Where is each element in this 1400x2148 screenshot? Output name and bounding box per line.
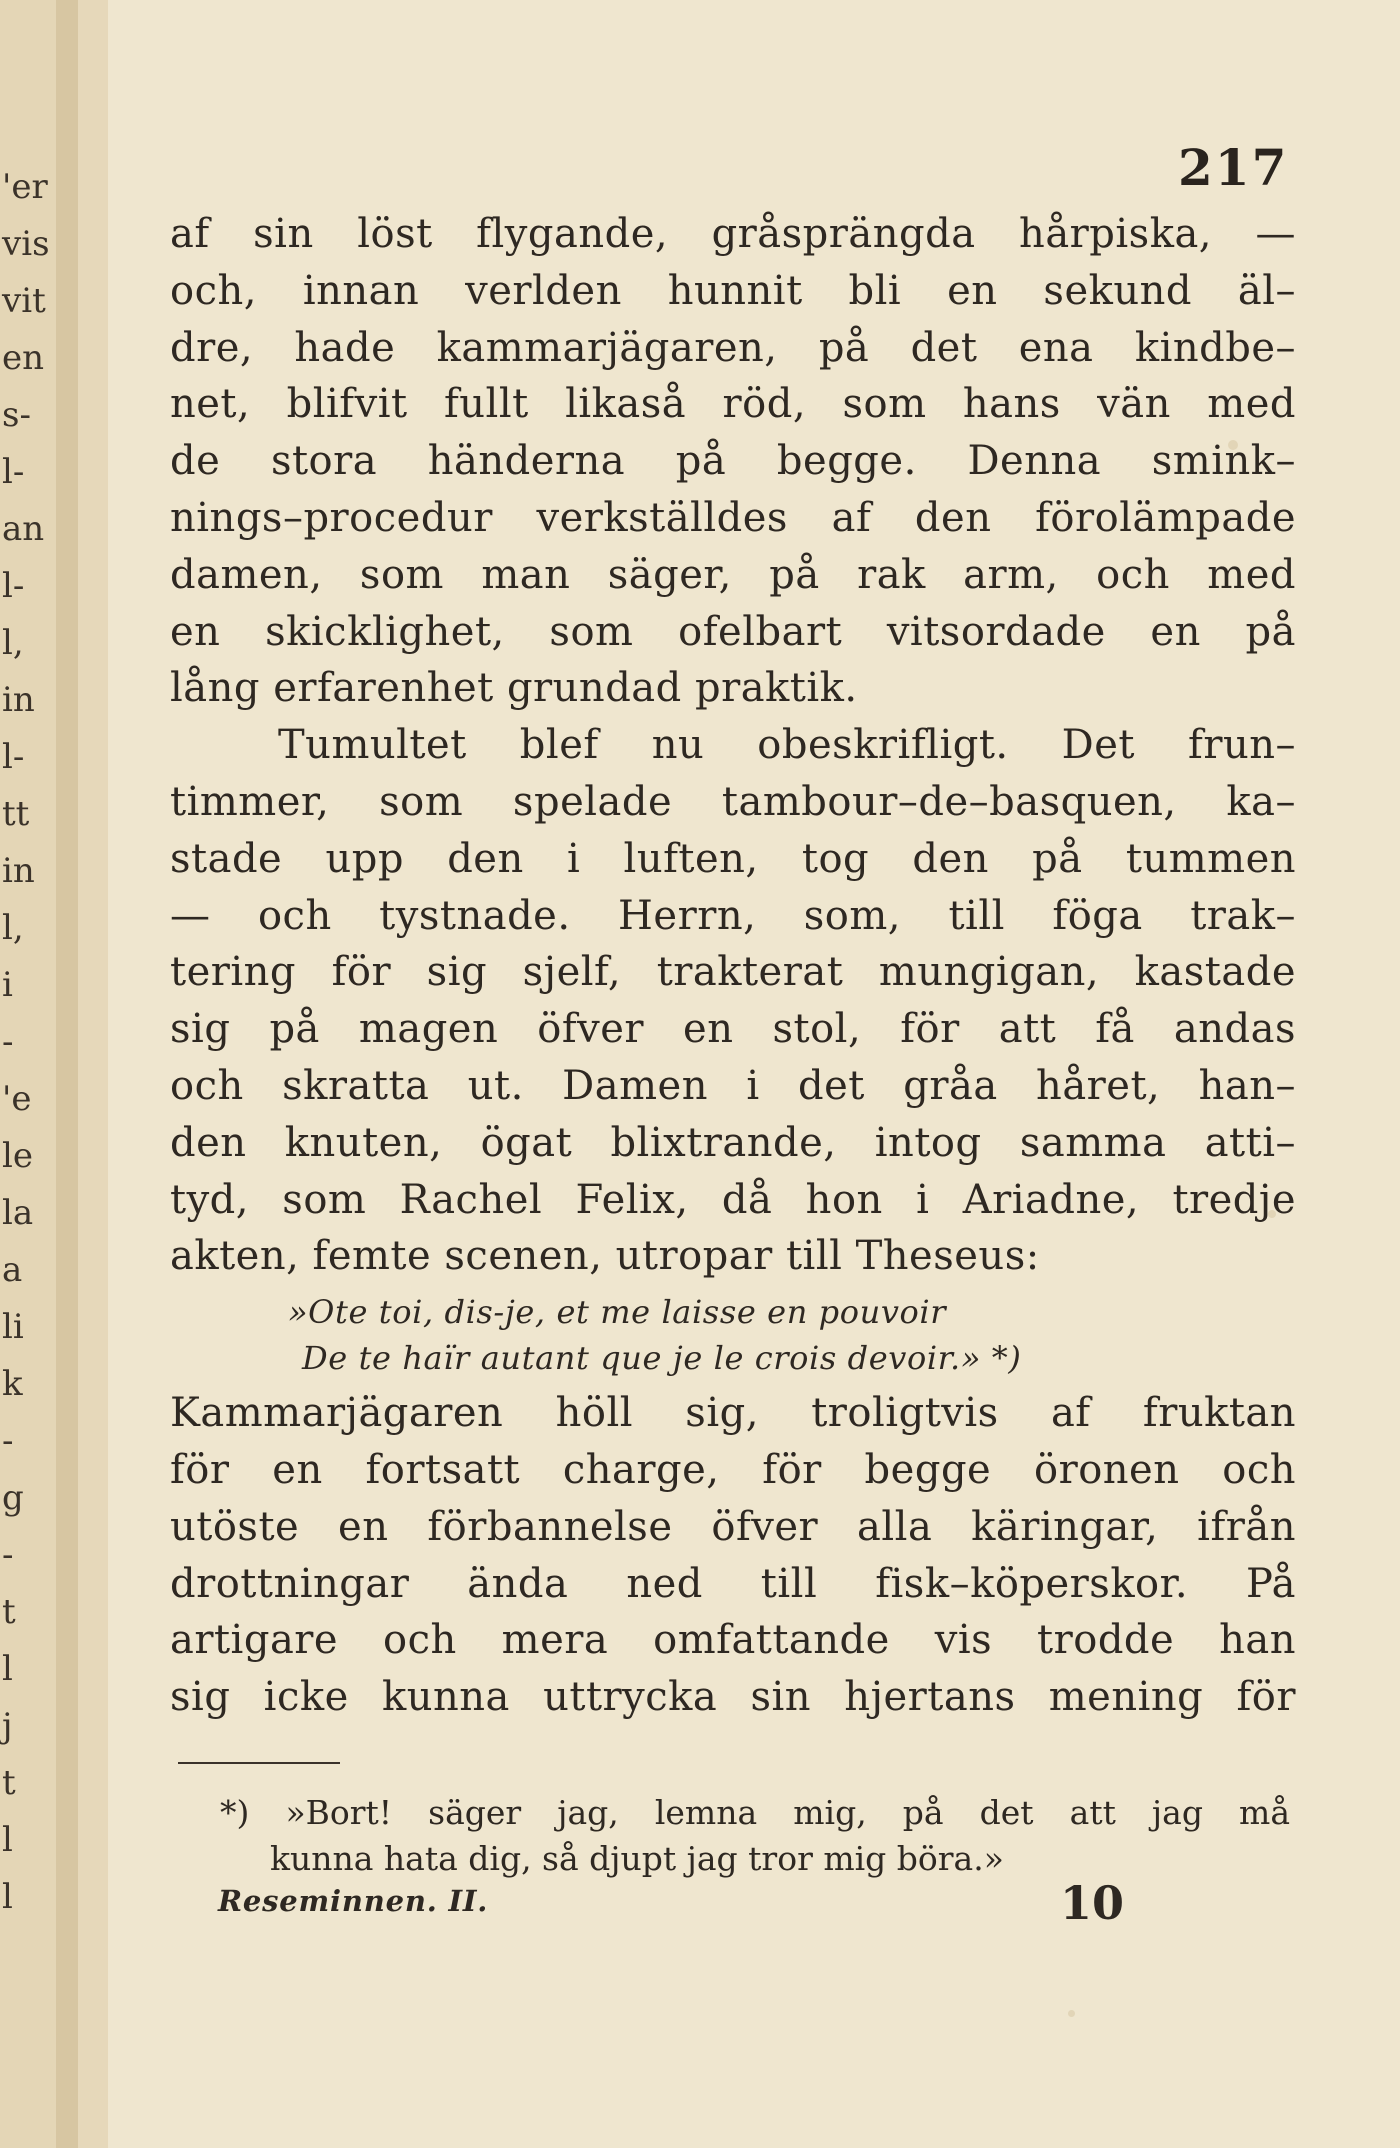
- page-number: 217: [1178, 138, 1289, 197]
- facing-page-fragment: l,: [2, 623, 24, 663]
- facing-page-fragment: l,: [2, 908, 24, 948]
- facing-page-fragment: a: [2, 1250, 23, 1290]
- facing-page-fragment: tt: [2, 794, 30, 834]
- facing-page-fragment: en: [2, 338, 45, 378]
- text-line: tering för sig sjelf, trakterat mungigan, kastade: [170, 949, 1296, 996]
- french-quotation: [170, 1289, 1296, 1381]
- text-line: den knuten, ögat blixtrande, intog samma atti–: [170, 1119, 1296, 1166]
- text-line: sig på magen öfver en stol, för att få andas: [170, 1006, 1296, 1053]
- facing-page-fragment: l-: [2, 737, 25, 777]
- signature-mark: Reseminnen. II.: [218, 1884, 489, 1918]
- facing-page-fragment: j: [2, 1706, 13, 1746]
- facing-page-fragment: l: [2, 1877, 13, 1917]
- facing-page-fragment: 'e: [2, 1079, 32, 1119]
- text-line: lång erfarenhet grundad praktik.: [170, 665, 858, 712]
- facing-page-fragment: -: [2, 1022, 14, 1062]
- text-line: drottningar ända ned till fisk–köperskor. På: [170, 1560, 1296, 1607]
- facing-page-fragment: k: [2, 1364, 23, 1404]
- text-line: en skicklighet, som ofelbart vitsordade en på: [170, 608, 1296, 655]
- text-line: tyd, som Rachel Felix, då hon i Ariadne, tredje: [170, 1176, 1296, 1223]
- facing-page-fragment: an: [2, 509, 45, 549]
- facing-page-fragment: l: [2, 1649, 13, 1689]
- text-line: stade upp den i luften, tog den på tummen: [170, 835, 1296, 882]
- text-line: net, blifvit fullt likaså röd, som hans vän med: [170, 381, 1296, 428]
- facing-page-fragment: l-: [2, 566, 25, 606]
- facing-page-fragment: in: [2, 851, 35, 891]
- text-line: för en fortsatt charge, för begge öronen och: [170, 1446, 1296, 1493]
- facing-page-fragment: t: [2, 1592, 16, 1632]
- book-page: [108, 0, 1400, 2148]
- text-line: de stora händerna på begge. Denna smink–: [170, 438, 1296, 485]
- facing-page-fragment: li: [2, 1307, 24, 1347]
- footnote: [220, 1790, 1290, 1882]
- text-line: af sin löst flygande, gråsprängda hårpiska, —: [170, 211, 1296, 257]
- facing-page-fragment: -: [2, 1535, 14, 1575]
- text-line: timmer, som spelade tambour–de–basquen, ka–: [170, 778, 1296, 825]
- paragraph-start-line: Tumultet blef nu obeskrifligt. Det frun–: [278, 722, 1296, 769]
- text-line: artigare och mera omfattande vis trodde han: [170, 1617, 1296, 1664]
- facing-page-sliver: [0, 0, 56, 2148]
- main-text-block: [170, 206, 1296, 1726]
- facing-page-fragment: vit: [2, 281, 46, 321]
- facing-page-fragment: l-: [2, 452, 25, 492]
- facing-page-fragment: 'er: [2, 167, 48, 207]
- facing-page-fragment: i: [2, 965, 13, 1005]
- footnote-line: kunna hata dig, så djupt jag tror mig böra.»: [270, 1839, 1004, 1878]
- text-line: akten, femte scenen, utropar till Theseus:: [170, 1233, 1040, 1280]
- facing-page-fragment: t: [2, 1763, 16, 1803]
- facing-page-fragment: g: [2, 1478, 24, 1518]
- text-line: — och tystnade. Herrn, som, till föga trak–: [170, 892, 1296, 939]
- text-line: sig icke kunna uttrycka sin hjertans mening för: [170, 1674, 1296, 1721]
- text-line: och skratta ut. Damen i det gråa håret, han–: [170, 1062, 1296, 1109]
- gutter-shadow: [78, 0, 108, 2148]
- text-line: dre, hade kammarjägaren, på det ena kindbe–: [170, 324, 1296, 371]
- text-line: utöste en förbannelse öfver alla käringar, ifrån: [170, 1503, 1296, 1550]
- sheet-number: 10: [1060, 1876, 1125, 1930]
- facing-page-fragment: in: [2, 680, 35, 720]
- facing-page-fragment: la: [2, 1193, 34, 1233]
- facing-page-fragment: vis: [2, 224, 50, 264]
- footnote-line: *) »Bort! säger jag, lemna mig, på det att jag må: [220, 1793, 1290, 1832]
- foxing-spot: [1068, 2010, 1075, 2017]
- text-line: damen, som man säger, på rak arm, och med: [170, 551, 1296, 598]
- facing-page-fragment: -: [2, 1421, 14, 1461]
- text-line: nings–procedur verkställdes af den förolämpade: [170, 494, 1296, 541]
- quote-line: »Ote toi, dis-je, et me laisse en pouvoir: [288, 1293, 947, 1332]
- facing-page-fragment: l: [2, 1820, 13, 1860]
- text-line: och, innan verlden hunnit bli en sekund äl–: [170, 267, 1296, 314]
- facing-page-fragment: le: [2, 1136, 33, 1176]
- quote-line: De te haïr autant que je le crois devoir.» *): [302, 1339, 1022, 1378]
- facing-page-fragment: s-: [2, 395, 31, 435]
- text-line: Kammarjägaren höll sig, troligtvis af fruktan: [170, 1390, 1296, 1437]
- footnote-rule: [178, 1762, 340, 1764]
- book-gutter: [56, 0, 78, 2148]
